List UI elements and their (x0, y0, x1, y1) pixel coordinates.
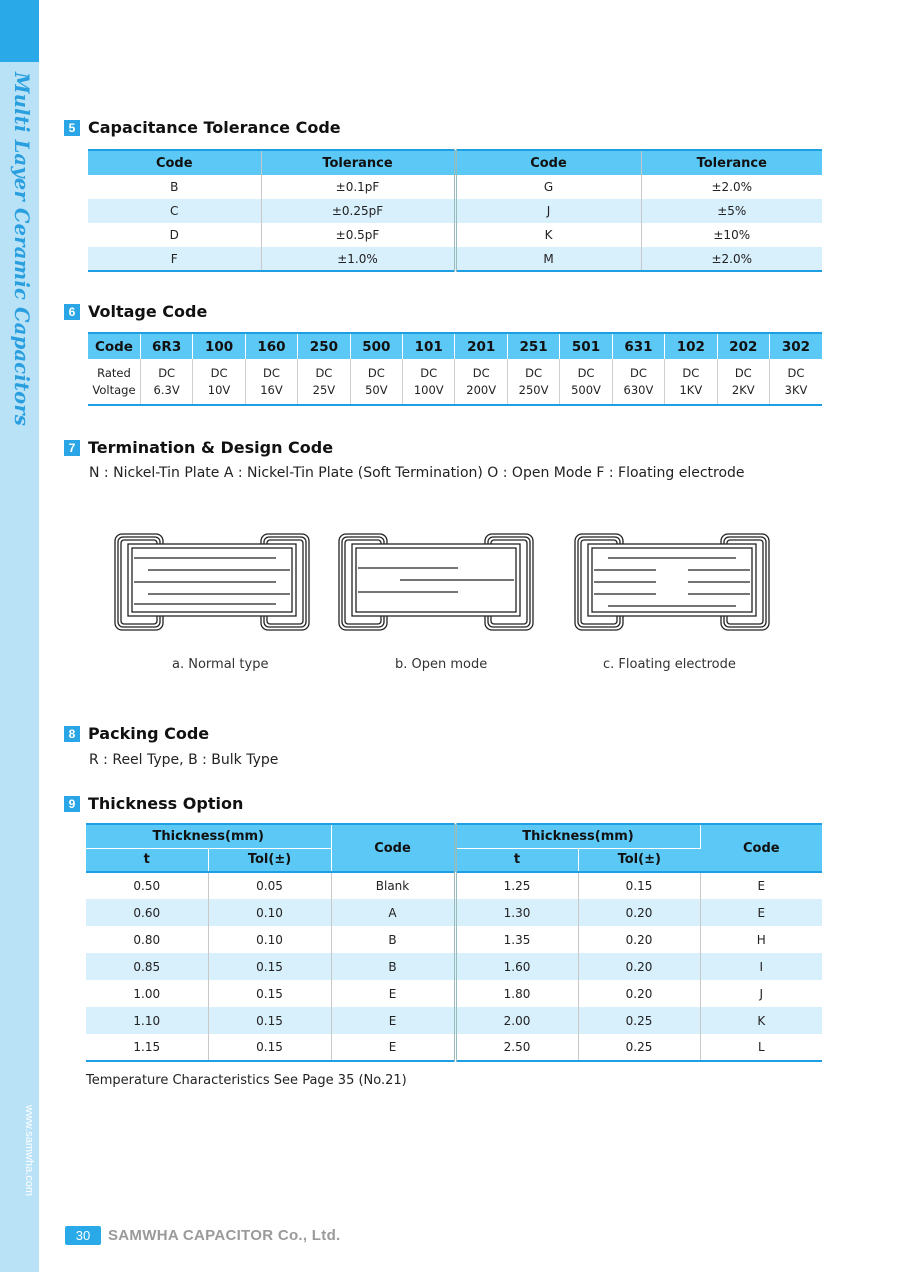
voltage-prefix: DC (158, 365, 176, 380)
voltage-prefix: DC (472, 365, 490, 380)
voltage-cell (140, 359, 192, 405)
table-cell: ±2.0% (711, 180, 753, 194)
table-cell: G (455, 175, 641, 199)
sidebar-accent-block (0, 0, 39, 62)
voltage-cell (403, 359, 455, 405)
table-cell: ±0.25pF (261, 199, 455, 223)
table-cell: 0.20 (578, 953, 700, 980)
table-cell: I (700, 953, 822, 980)
voltage-cell (350, 359, 402, 405)
table-cell: 0.50 (86, 872, 208, 899)
table-cell: 0.15 (208, 1034, 331, 1061)
section-8-heading (64, 724, 209, 743)
table-cell: ±10% (713, 228, 751, 242)
section-title: Packing Code (88, 724, 210, 743)
tol-header: Tol(±) (208, 848, 331, 872)
section-number: 8 (64, 726, 80, 742)
section-title: Capacitance Tolerance Code (88, 118, 341, 137)
voltage-prefix: DC (420, 365, 438, 380)
voltage-value: 630V (623, 382, 654, 397)
column-header: Code (88, 150, 261, 175)
voltage-cell (245, 359, 297, 405)
voltage-prefix: DC (315, 365, 333, 380)
table-cell: J (759, 986, 764, 1001)
voltage-code-header: 160 (245, 333, 297, 359)
voltage-code-header: 500 (350, 333, 402, 359)
column-header: Tolerance (261, 150, 455, 175)
voltage-value: 25V (312, 382, 336, 397)
voltage-value: 10V (207, 382, 231, 397)
table-row (86, 953, 822, 980)
table-cell: E (757, 879, 766, 893)
voltage-cell (193, 359, 245, 405)
table-cell: 0.25 (578, 1034, 700, 1061)
voltage-prefix: DC (787, 365, 805, 380)
table-cell: B (331, 953, 455, 980)
floating-electrode-label: c. Floating electrode (603, 657, 736, 672)
table-cell: 1.60 (455, 953, 578, 980)
voltage-value: 2KV (731, 382, 755, 397)
sidebar (0, 0, 39, 1272)
table-cell: 2.00 (455, 1007, 578, 1034)
t-header: t (455, 848, 578, 872)
voltage-code-header: 100 (193, 333, 245, 359)
table-cell: Blank (331, 872, 455, 899)
voltage-code-header: 102 (665, 333, 717, 359)
voltage-prefix: DC (682, 365, 700, 380)
row-label-line: Voltage (92, 382, 136, 397)
voltage-cell (665, 359, 717, 405)
table-cell: K (455, 223, 641, 247)
voltage-code-header: 202 (717, 333, 769, 359)
table-row (88, 199, 822, 223)
voltage-prefix: DC (577, 365, 595, 380)
section-5-heading (64, 118, 341, 137)
table-cell: 0.60 (86, 899, 208, 926)
section-6-heading (64, 302, 207, 321)
voltage-code-header: 101 (403, 333, 455, 359)
page-number: 30 (65, 1226, 101, 1245)
voltage-prefix: DC (734, 365, 752, 380)
table-cell: 0.85 (86, 953, 208, 980)
row-label-line: Rated (97, 365, 131, 380)
packing-description: R : Reel Type, B : Bulk Type (89, 752, 279, 768)
table-cell: F (88, 247, 261, 271)
table-cell: 1.25 (455, 872, 578, 899)
voltage-value: 250V (518, 382, 549, 397)
voltage-value: 16V (260, 382, 283, 397)
table-cell: 0.15 (208, 953, 331, 980)
table-cell: M (455, 247, 641, 271)
open-mode-diagram (338, 530, 536, 634)
voltage-prefix: DC (210, 365, 228, 380)
table-row (88, 247, 822, 271)
voltage-cell (455, 359, 507, 405)
row-label (88, 359, 140, 405)
voltage-cell (612, 359, 664, 405)
table-cell: E (331, 980, 455, 1007)
column-header: Tolerance (641, 150, 822, 175)
voltage-value: 1KV (679, 382, 703, 397)
voltage-prefix: DC (263, 365, 280, 380)
voltage-value: 50V (365, 382, 388, 397)
section-title: Thickness Option (88, 794, 244, 813)
voltage-value: 200V (466, 382, 497, 397)
voltage-cell (298, 359, 350, 405)
table-cell: 0.15 (208, 980, 331, 1007)
table-cell: B (88, 175, 261, 199)
code-header: Code (331, 824, 455, 872)
table-cell: B (331, 926, 455, 953)
table-cell: 0.20 (578, 899, 700, 926)
table-row (88, 223, 822, 247)
company-name: SAMWHA CAPACITOR Co., Ltd. (108, 1227, 341, 1244)
voltage-prefix: DC (367, 365, 385, 380)
table-row (86, 1034, 822, 1061)
floating-electrode-diagram (574, 530, 772, 634)
table-cell: ±0.1pF (261, 175, 455, 199)
section-number: 7 (64, 440, 80, 456)
section-9-heading (64, 794, 243, 813)
section-7-heading (64, 438, 333, 457)
table-cell: 1.35 (455, 926, 578, 953)
table-cell: ±1.0% (261, 247, 455, 271)
table-cell: E (700, 899, 822, 926)
table-cell: 1.80 (455, 980, 578, 1007)
voltage-code-header: 250 (298, 333, 350, 359)
table-cell: 0.05 (208, 872, 331, 899)
voltage-cell (560, 359, 612, 405)
voltage-cell (717, 359, 769, 405)
voltage-table (88, 332, 822, 406)
table-header-row (88, 150, 822, 175)
table-cell: 1.00 (86, 980, 208, 1007)
section-number: 6 (64, 304, 80, 320)
sidebar-url[interactable]: www.samwha.com (23, 1105, 35, 1197)
table-cell: 1.30 (455, 899, 578, 926)
voltage-value: 3KV (784, 382, 808, 397)
table-cell: E (331, 1034, 455, 1061)
table-cell: 1.10 (86, 1007, 208, 1034)
table-cell: K (700, 1007, 822, 1034)
table-row (86, 1007, 822, 1034)
table-cell: 0.15 (578, 872, 700, 899)
table-cell: 0.10 (208, 926, 331, 953)
table-header-row (88, 333, 822, 359)
thickness-group-header: Thickness(mm) (455, 824, 700, 848)
voltage-value: 100V (413, 382, 444, 397)
table-row (88, 175, 822, 199)
voltage-cell (769, 359, 822, 405)
table-cell: C (88, 199, 261, 223)
table-cell: 2.50 (455, 1034, 578, 1061)
table-cell: ±5% (641, 199, 822, 223)
voltage-prefix: DC (525, 365, 543, 380)
thickness-table (86, 823, 822, 1062)
table-row (86, 980, 822, 1007)
voltage-code-header: 201 (455, 333, 507, 359)
section-title: Termination & Design Code (88, 438, 334, 457)
thickness-group-header: Thickness(mm) (86, 824, 331, 848)
column-header: Code (455, 150, 641, 175)
voltage-value: 500V (571, 382, 601, 397)
termination-description: N : Nickel-Tin Plate A : Nickel-Tin Plate (Soft Termination) O : Open Mode F : Floating electrode (89, 465, 745, 481)
temperature-note: Temperature Characteristics See Page 35 (No.21) (86, 1073, 407, 1088)
table-cell: L (757, 1040, 765, 1054)
open-mode-label: b. Open mode (395, 657, 488, 672)
table-row (86, 872, 822, 899)
normal-type-label: a. Normal type (172, 657, 269, 672)
code-header: Code (700, 824, 822, 872)
tol-header: Tol(±) (578, 848, 700, 872)
table-header-row (86, 824, 822, 848)
table-row (88, 359, 822, 405)
tolerance-table (88, 149, 822, 272)
table-cell: D (88, 223, 261, 247)
section-title: Voltage Code (88, 302, 208, 321)
table-cell: ±0.5pF (261, 223, 455, 247)
voltage-code-header: 631 (612, 333, 664, 359)
voltage-value: 6.3V (153, 382, 180, 397)
table-cell: ±2.0% (641, 247, 822, 271)
table-cell: 0.80 (86, 926, 208, 953)
table-cell: 0.20 (578, 980, 700, 1007)
table-cell: 0.25 (578, 1007, 700, 1034)
table-row (86, 926, 822, 953)
column-header: Code (88, 333, 140, 359)
voltage-cell (507, 359, 559, 405)
table-cell: 0.10 (208, 899, 331, 926)
table-row (86, 899, 822, 926)
table-cell: H (756, 932, 766, 947)
voltage-code-header: 302 (769, 333, 822, 359)
normal-type-diagram (114, 530, 312, 634)
voltage-code-header: 6R3 (140, 333, 192, 359)
table-cell: E (331, 1007, 455, 1034)
voltage-code-header: 251 (507, 333, 559, 359)
table-cell: 0.15 (208, 1007, 331, 1034)
table-cell: J (455, 199, 641, 223)
table-cell: 0.20 (578, 926, 700, 953)
t-header: t (86, 848, 208, 872)
section-number: 9 (64, 796, 80, 812)
table-cell: A (331, 899, 455, 926)
voltage-prefix: DC (629, 365, 647, 380)
sidebar-title: Multi Layer Ceramic Capacitors (10, 72, 33, 427)
voltage-code-header: 501 (560, 333, 612, 359)
section-number: 5 (64, 120, 80, 136)
table-cell: 1.15 (86, 1034, 208, 1061)
